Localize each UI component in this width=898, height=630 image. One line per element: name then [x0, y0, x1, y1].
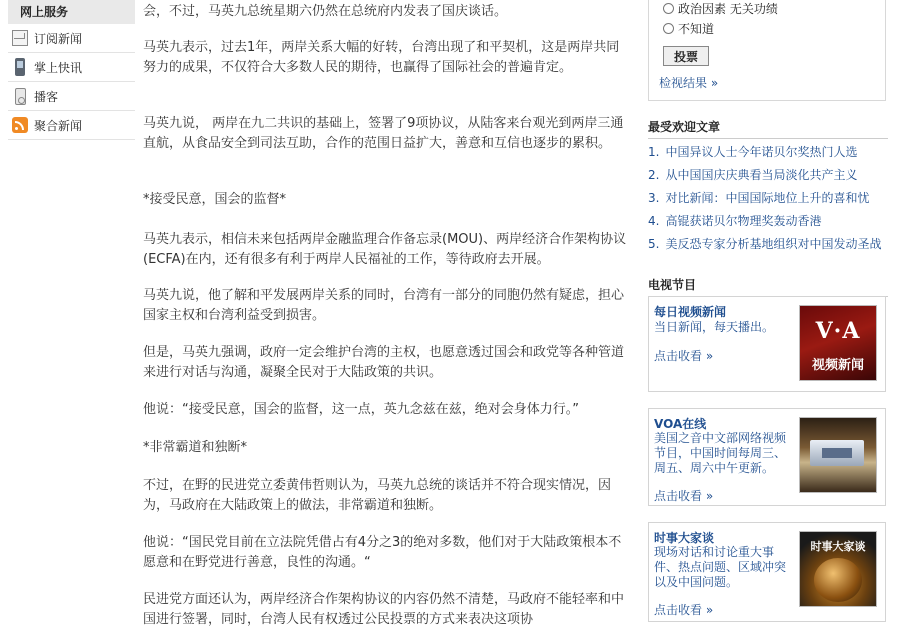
- poll-option[interactable]: [663, 0, 778, 17]
- globe-icon: [814, 558, 862, 602]
- article-paragraph: 马英九表示，相信未来包括两岸金融监理合作备忘录(MOU)、两岸经济合作架构协议(ECFA)在内，还有很多有利于两岸人民福祉的工作，等待政府去开展。: [143, 232, 627, 267]
- sidebar-item-label: 播客: [34, 89, 59, 104]
- article-link[interactable]: 从中国国庆庆典看当局淡化共产主义: [665, 168, 858, 182]
- online-services-sidebar: [8, 0, 135, 140]
- watch-link[interactable]: 点击收看 »: [654, 603, 714, 617]
- item-number: 3.: [648, 191, 660, 205]
- list-item[interactable]: [648, 213, 888, 236]
- poll-option[interactable]: [663, 20, 714, 37]
- sidebar-item-mobile-news[interactable]: [8, 53, 135, 82]
- mobile-phone-icon: [15, 58, 25, 76]
- article-link[interactable]: 中国异议人士今年诺贝尔奖热门人选: [665, 145, 858, 159]
- article-link[interactable]: 对比新闻：中国国际地位上升的喜和忧: [665, 191, 870, 205]
- envelope-icon: [12, 30, 28, 46]
- article-paragraph: 马英九说， 两岸在九二共识的基础上，签署了9项协议，从陆客来台观光到两岸三通直航，从食品安全到司法互助，合作的范围日益扩大，善意和互信也逐步的累积。: [143, 116, 624, 151]
- thumbnail-caption: 时事大家谈: [810, 540, 866, 553]
- online-services-header: 网上服务: [8, 0, 135, 24]
- article-subheading: *非常霸道和独断*: [143, 440, 248, 455]
- program-title[interactable]: VOA在线: [654, 417, 707, 431]
- article-paragraph: 不过，在野的民进党立委黄伟哲则认为，马英九总统的谈话并不符合现实情况，因为，马政府在大陆政策上的做法，非常霸道和独断。: [143, 478, 612, 513]
- view-results-link[interactable]: 检视结果 »: [659, 76, 719, 90]
- article-paragraph: 马英九说，他了解和平发展两岸关系的同时，台湾有一部分的同胞仍然有疑虑，担心国家主权和台湾利益受到损害。: [143, 288, 625, 323]
- program-title[interactable]: 每日视频新闻: [654, 305, 727, 319]
- article-paragraph: 马英九表示，过去1年，两岸关系大幅的好转，台湾出现了和平契机，这是两岸共同努力的成果，不仅符合大多数人民的期待，也赢得了国际社会的普遍肯定。: [143, 40, 620, 75]
- tv-program-card: [648, 296, 886, 392]
- vote-button[interactable]: 投票: [663, 46, 709, 66]
- ipod-icon: [15, 88, 26, 105]
- rss-feed-icon: [12, 117, 28, 133]
- list-item[interactable]: [648, 236, 888, 259]
- item-number: 2.: [648, 168, 660, 182]
- program-thumbnail[interactable]: [799, 305, 877, 381]
- program-description: 现场对话和讨论重大事件、热点问题、区域冲突以及中国问题。: [654, 545, 787, 589]
- list-item[interactable]: [648, 190, 888, 213]
- program-description: 美国之音中文部网络视频节目，中国时间每周三、周五、周六中午更新。: [654, 431, 787, 475]
- sidebar-item-podcast[interactable]: [8, 82, 135, 111]
- poll-option-label: 政治因素 无关功绩: [678, 2, 778, 16]
- watch-link[interactable]: 点击收看 »: [654, 349, 714, 363]
- tv-program-card: [648, 408, 886, 506]
- article-paragraph: 他说：“接受民意，国会的监督，这一点，英九念兹在兹，绝对会身体力行。”: [143, 402, 579, 417]
- program-title[interactable]: 时事大家谈: [654, 531, 715, 545]
- program-thumbnail[interactable]: [799, 417, 877, 493]
- thumbnail-caption: 视频新闻: [811, 358, 864, 373]
- radio-button[interactable]: [663, 3, 674, 14]
- program-description: 当日新闻，每天播出。: [654, 320, 775, 334]
- sidebar-item-label: 掌上快讯: [34, 60, 83, 75]
- popular-articles-list: [648, 144, 888, 259]
- watch-link[interactable]: 点击收看 »: [654, 489, 714, 503]
- radio-button[interactable]: [663, 23, 674, 34]
- article-paragraph: 民进党方面还认为，两岸经济合作架构协议的内容仍然不清楚，马政府不能轻率和中国进行签署，同时，台湾人民有权透过公民投票的方式来表决这项协: [143, 592, 625, 627]
- tv-program-card: [648, 522, 886, 622]
- poll-box: [648, 0, 886, 101]
- article-link[interactable]: 高锟获诺贝尔物理奖轰动香港: [665, 214, 822, 228]
- popular-articles-heading: 最受欢迎文章: [648, 118, 888, 139]
- poll-option-label: 不知道: [678, 22, 715, 36]
- article-paragraph: 他说：“国民党目前在立法院凭借占有4分之3的绝对多数，他们对于大陆政策根本不愿意和在野党进行善意，良性的沟通。“: [143, 535, 622, 570]
- item-number: 1.: [648, 145, 660, 159]
- article-link[interactable]: 美反恐专家分析基地组织对中国发动圣战: [665, 237, 882, 251]
- sidebar-item-label: 订阅新闻: [34, 31, 83, 46]
- sidebar-item-rss[interactable]: [8, 111, 135, 140]
- tv-programs-heading: 电视节目: [648, 276, 888, 297]
- article-paragraph: 但是，马英九强调，政府一定会维护台湾的主权，也愿意透过国会和政党等各种管道来进行对话与沟通，凝聚全民对于大陆政策的共识。: [143, 345, 625, 380]
- program-thumbnail[interactable]: [799, 531, 877, 607]
- article-paragraph: 会，不过，马英九总统星期六仍然在总统府内发表了国庆谈话。: [143, 4, 508, 19]
- voa-logo: V·A: [815, 318, 861, 344]
- item-number: 5.: [648, 237, 660, 251]
- article-subheading: *接受民意，国会的监督*: [143, 192, 287, 207]
- list-item[interactable]: [648, 144, 888, 167]
- sidebar-item-subscribe-news[interactable]: [8, 24, 135, 53]
- sidebar-item-label: 聚合新闻: [34, 118, 83, 133]
- item-number: 4.: [648, 214, 660, 228]
- list-item[interactable]: [648, 167, 888, 190]
